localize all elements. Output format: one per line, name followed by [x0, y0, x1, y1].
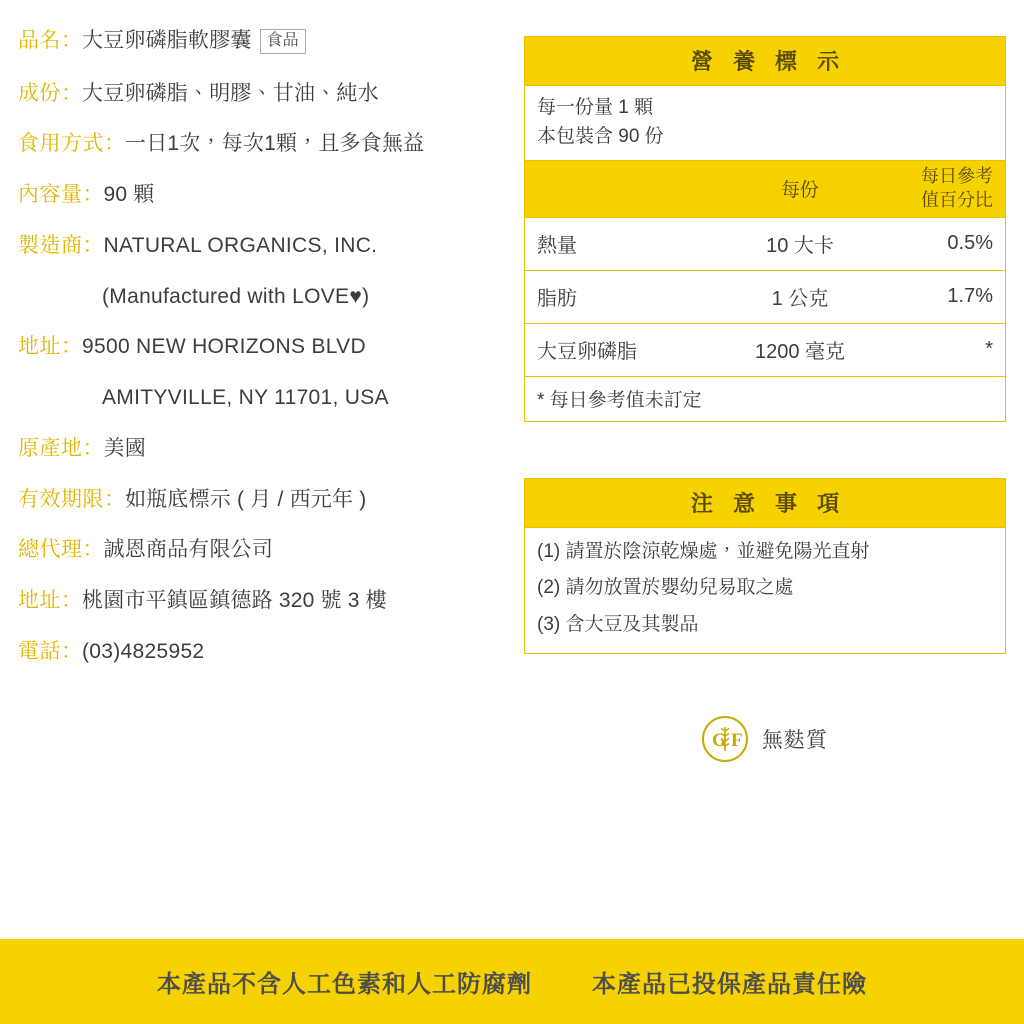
info-label: 有效期限	[18, 487, 104, 511]
info-row-net-content	[18, 182, 513, 208]
svg-text:F: F	[731, 729, 743, 751]
info-separator: ：	[61, 589, 82, 613]
gluten-free-label: 無麩質	[762, 728, 828, 752]
info-label: 品名	[18, 29, 61, 52]
food-category-badge: 食品	[260, 29, 306, 54]
list-item: (3) 含大豆及其製品	[537, 613, 699, 635]
info-value: 美國	[103, 436, 146, 460]
servings-per-container: 本包裝含 90 份	[537, 126, 664, 148]
info-value: AMITYVILLE, NY 11701, USA	[102, 386, 389, 410]
nutrient-amount: 10 大卡	[766, 235, 834, 258]
nutrition-column-headers	[525, 160, 1005, 217]
nutrient-name: 熱量	[537, 235, 577, 258]
info-label: 食用方式	[18, 132, 104, 156]
info-label: 原產地	[18, 436, 83, 460]
info-value: 大豆卵磷脂軟膠囊	[82, 29, 252, 52]
info-row-ingredients	[18, 81, 513, 107]
info-label: 地址	[18, 589, 61, 613]
svg-text:G: G	[712, 729, 727, 751]
info-separator: ：	[82, 538, 104, 562]
banner-text-insured: 本產品已投保產品責任險	[592, 971, 867, 998]
nutrient-daily-value: 0.5%	[947, 232, 993, 255]
info-row-directions	[18, 131, 513, 157]
info-separator: ：	[61, 639, 82, 663]
info-value: 如瓶底標示 ( 月 / 西元年 )	[125, 487, 367, 511]
info-row-manufacturer-address	[18, 334, 513, 360]
info-label: 地址	[18, 335, 61, 359]
info-separator: ：	[104, 132, 125, 156]
caution-list	[525, 528, 1005, 653]
info-row-product-name	[18, 28, 513, 56]
info-separator: ：	[61, 335, 82, 359]
info-row-distributor	[18, 537, 513, 563]
nutrient-daily-value: *	[985, 338, 993, 361]
info-row-manufactured-with-love	[18, 284, 513, 310]
info-value: 一日1次，每次1顆，且多食無益	[125, 132, 425, 156]
nutrition-facts-table	[524, 36, 1006, 422]
info-label: 製造商	[18, 233, 83, 257]
info-separator: ：	[61, 29, 82, 52]
nutrient-name: 脂肪	[537, 288, 577, 311]
caution-title: 注 意 事 項	[525, 479, 1005, 528]
right-column	[524, 36, 1006, 762]
info-label: 內容量	[18, 183, 83, 207]
list-item: (1) 請置於陰涼乾燥處，並避免陽光直射	[537, 540, 870, 562]
gluten-free-icon	[702, 716, 748, 762]
info-row-manufacturer	[18, 233, 513, 259]
info-separator: ：	[82, 233, 104, 257]
info-value: 90 顆	[103, 183, 155, 207]
info-label: 電話	[18, 639, 61, 663]
product-info-list	[18, 28, 513, 690]
info-value: 大豆卵磷脂、明膠、甘油、純水	[82, 81, 379, 105]
info-row-manufacturer-address-2	[18, 385, 513, 411]
banner-text-no-artificial: 本產品不含人工色素和人工防腐劑	[157, 971, 532, 998]
nutrient-amount: 1 公克	[771, 288, 829, 311]
nutrition-facts-title: 營 養 標 示	[525, 37, 1005, 85]
header-per-serving: 每份	[780, 180, 819, 202]
nutrition-footnote: * 每日參考值未訂定	[525, 376, 1005, 421]
info-value: (Manufactured with LOVE♥)	[102, 284, 370, 308]
table-row	[525, 323, 1005, 376]
gluten-free-mark	[524, 716, 1006, 762]
header-daily-value-line2: 值百分比	[921, 189, 993, 210]
info-separator: ：	[61, 81, 82, 105]
table-row	[525, 217, 1005, 270]
info-label: 成份	[18, 81, 61, 105]
nutrient-daily-value: 1.7%	[947, 285, 993, 308]
info-value: 誠恩商品有限公司	[103, 538, 274, 562]
table-row	[525, 270, 1005, 323]
caution-box	[524, 478, 1006, 654]
list-item: (2) 請勿放置於嬰幼兒易取之處	[537, 577, 794, 599]
nutrition-serving-info	[525, 85, 1005, 160]
info-row-expiry	[18, 487, 513, 513]
serving-size: 每一份量 1 顆	[537, 97, 654, 118]
info-value: NATURAL ORGANICS, INC.	[103, 233, 378, 257]
bottom-banner	[0, 939, 1024, 1024]
info-row-distributor-address	[18, 588, 513, 614]
nutrient-amount: 1200 毫克	[754, 341, 846, 364]
info-separator: ：	[82, 436, 104, 460]
info-value: (03)4825952	[82, 639, 205, 663]
info-value: 桃園市平鎮區鎮德路 320 號 3 樓	[82, 589, 387, 613]
info-separator: ：	[104, 487, 125, 511]
info-label: 總代理	[18, 538, 83, 562]
nutrition-rows	[525, 217, 1005, 376]
header-daily-value-line1: 每日參考	[921, 166, 993, 187]
nutrient-name: 大豆卵磷脂	[537, 341, 637, 364]
info-row-phone	[18, 639, 513, 665]
info-value: 9500 NEW HORIZONS BLVD	[82, 335, 366, 359]
info-separator: ：	[82, 183, 104, 207]
info-row-origin	[18, 436, 513, 462]
header-daily-value	[875, 165, 1005, 212]
